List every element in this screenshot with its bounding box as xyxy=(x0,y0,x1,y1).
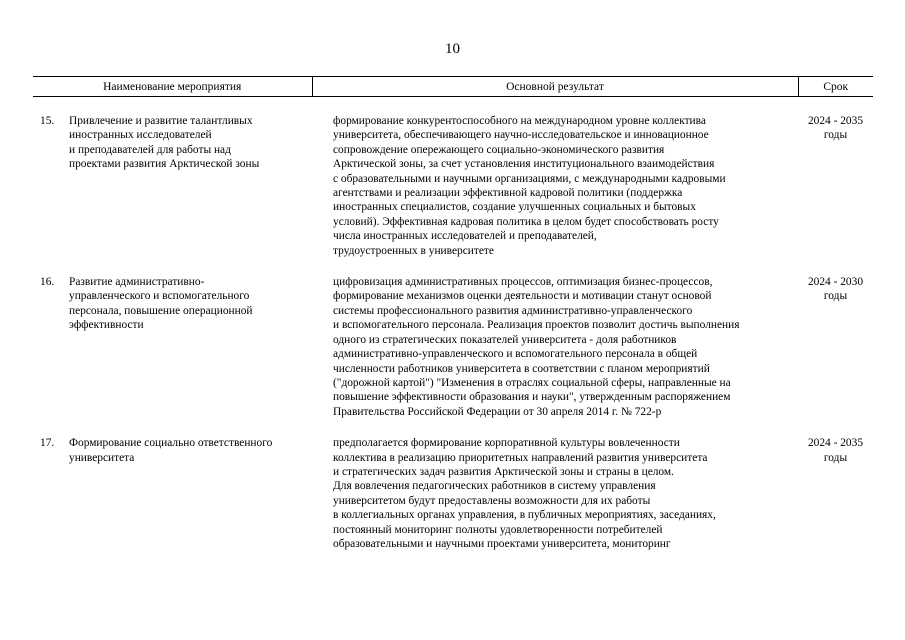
page-number: 10 xyxy=(445,41,460,57)
table-row xyxy=(33,436,873,551)
activity-name-line: иностранных исследователей xyxy=(69,129,212,142)
main-result-cell xyxy=(312,114,798,258)
row-number: 15. xyxy=(40,115,55,127)
term-line: годы xyxy=(823,290,848,303)
term-line: 2024 - 2035 xyxy=(807,115,864,127)
activity-name-wrap xyxy=(33,114,312,172)
main-result-line: иностранных специалистов, создание улучшенных социальных и бытовых xyxy=(333,201,696,214)
activity-name-cell xyxy=(33,436,312,551)
main-result-line: повышение эффективности образования и науки", утвержденным распоряжением xyxy=(333,391,731,404)
header-activity-name: Наименование мероприятия xyxy=(33,77,312,97)
main-result-line: университетом будут предоставлены возможности для их работы xyxy=(333,494,651,507)
main-result xyxy=(312,275,798,419)
activity-name-line: Привлечение и развитие талантливых xyxy=(69,115,253,127)
activity-name xyxy=(69,114,312,172)
activity-name-wrap xyxy=(33,275,312,333)
main-result-line: трудоустроенных в университете xyxy=(333,244,494,257)
term-cell xyxy=(798,275,873,419)
activity-name xyxy=(69,275,312,333)
main-result-line: с образовательными и научными организациями, с международными кадровыми xyxy=(333,172,726,185)
main-result-line: одного из стратегических показателей университета - доля работников xyxy=(333,333,677,346)
activities-table xyxy=(33,76,873,551)
row-spacer xyxy=(33,258,873,275)
main-result-line: предполагается формирование корпоративной культуры вовлеченности xyxy=(333,437,680,450)
term-line: 2024 - 2030 xyxy=(807,276,864,289)
main-result-line: условий). Эффективная кадровая политика в целом будет способствовать росту xyxy=(333,215,719,228)
activity-name-line: университета xyxy=(69,451,135,464)
main-result-line: коллектива в реализацию приоритетных направлений развития университета xyxy=(333,451,708,464)
main-result-line: сопровождение опережающего социально-экономического развития xyxy=(333,143,665,156)
main-result-line: образовательными и научными проектами университета, мониторинг xyxy=(333,537,671,550)
main-result-line: университета, обеспечивающего научно-исследовательское и инновационное xyxy=(333,129,709,142)
table-row xyxy=(33,275,873,419)
main-result-line: формирование механизмов оценки деятельности и мотивации станут основой xyxy=(333,290,712,303)
main-result-line: агентствами и реализации эффективной кадровой политики (поддержка xyxy=(333,187,683,200)
row-spacer-cell xyxy=(33,258,873,275)
main-result xyxy=(312,114,798,258)
main-result-line: и вспомогательного персонала. Реализация проектов позволит достичь выполнения xyxy=(333,319,740,332)
table-row xyxy=(33,114,873,258)
term-line: годы xyxy=(823,129,848,142)
row-spacer xyxy=(33,419,873,436)
main-result-cell xyxy=(312,275,798,419)
main-result-line: системы профессионального развития административно-управленческого xyxy=(333,304,693,317)
row-number: 16. xyxy=(40,276,55,289)
activity-name-line: управленческого и вспомогательного xyxy=(69,290,250,303)
main-result-line: Для вовлечения педагогических работников в систему управления xyxy=(333,480,656,493)
header-main-result: Основной результат xyxy=(312,77,798,97)
main-result-line: числа иностранных исследователей и преподавателей, xyxy=(333,230,597,243)
main-result-line: формирование конкурентоспособного на международном уровне коллектива xyxy=(333,115,706,127)
main-result-line: ("дорожной картой") "Изменения в отраслях социальной сферы, направленные на xyxy=(333,376,731,389)
main-result-line: и стратегических задач развития Арктической зоны и страны в целом. xyxy=(333,465,674,478)
main-result-line: в коллегиальных органах управления, в публичных мероприятиях, заседаниях, xyxy=(333,509,716,522)
main-result-line: Правительства Российской Федерации от 30 апреля 2014 г. № 722-р xyxy=(333,405,662,418)
activity-name-cell xyxy=(33,114,312,258)
row-number: 17. xyxy=(40,437,55,450)
main-result-line: административно-управленческого и вспомогательного персонала в общей xyxy=(333,348,698,361)
activity-name-line: проектами развития Арктической зоны xyxy=(69,158,260,171)
activity-name-line: и преподавателей для работы над xyxy=(69,143,231,156)
main-result-line: постоянный мониторинг полноты удовлетворенности потребителей xyxy=(333,523,663,536)
term-line: 2024 - 2035 xyxy=(807,437,864,450)
main-result-line: Арктической зоны, за счет установления институционального взаимодействия xyxy=(333,158,715,171)
main-result xyxy=(312,436,798,551)
activity-name xyxy=(69,436,312,465)
term-cell xyxy=(798,114,873,258)
main-result-line: цифровизация административных процессов, оптимизация бизнес-процессов, xyxy=(333,276,713,289)
row-spacer xyxy=(33,97,873,115)
main-result-line: численности работников университета в соответствии с планом мероприятий xyxy=(333,362,710,375)
activity-name-line: Формирование социально ответственного xyxy=(69,437,273,450)
header-term: Срок xyxy=(798,77,873,97)
activity-name-line: персонала, повышение операционной xyxy=(69,304,253,317)
activity-name-line: Развитие административно- xyxy=(69,276,205,289)
term-line: годы xyxy=(823,451,848,464)
table-header-row xyxy=(33,77,873,97)
row-spacer-cell xyxy=(33,419,873,436)
activity-name-line: эффективности xyxy=(69,319,144,332)
activity-name-wrap xyxy=(33,436,312,465)
term-cell xyxy=(798,436,873,551)
row-spacer-cell xyxy=(33,97,873,115)
main-result-cell xyxy=(312,436,798,551)
activity-name-cell xyxy=(33,275,312,419)
